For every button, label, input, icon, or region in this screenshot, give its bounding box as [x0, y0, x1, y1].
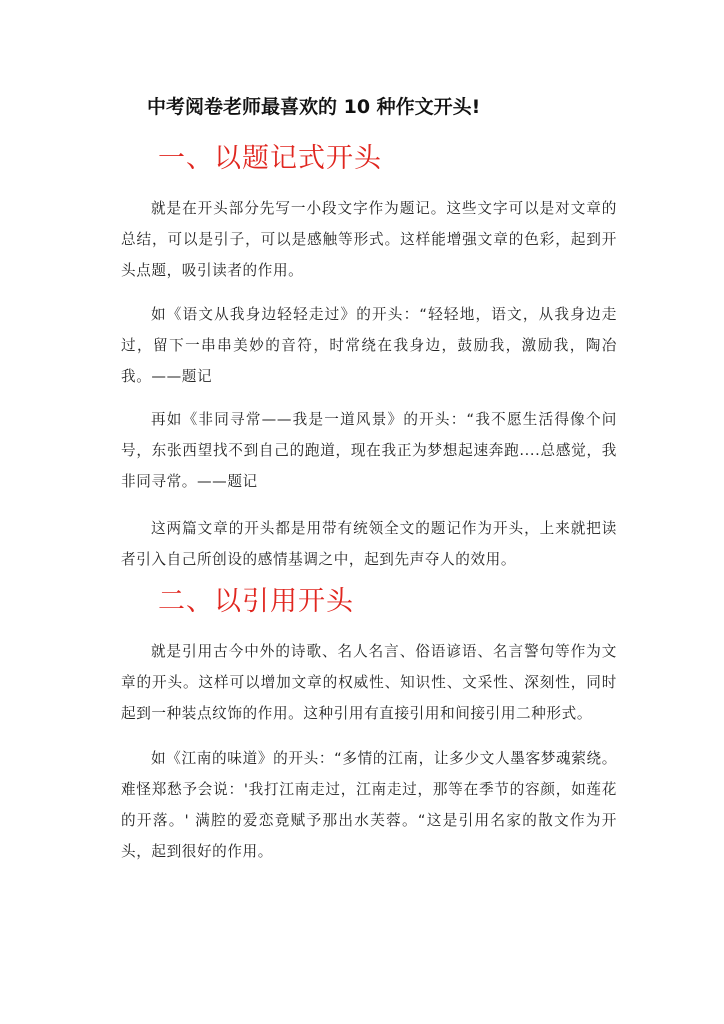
section-heading-2: 二、以引用开头	[158, 586, 354, 617]
section-1-paragraph-1: 就是在开头部分先写一小段文字作为题记。这些文字可以是对文章的总结，可以是引子，可以是感触等形式。这样能增强文章的色彩，起到开头点题，吸引读者的作用。	[121, 200, 617, 279]
page-title: 中考阅卷老师最喜欢的 10 种作文开头!	[147, 96, 481, 118]
section-1-paragraph-4: 这两篇文章的开头都是用带有统领全文的题记作为开头，上来就把读者引入自己所创设的感情基调之中，起到先声夺人的效用。	[121, 520, 617, 568]
section-1-paragraph-3: 再如《非同寻常——我是一道风景》的开头：“我不愿生活得像个问号，东张西望找不到自己的跑道，现在我正为梦想起速奔跑....总感觉，我非同寻常。——题记	[121, 411, 617, 490]
section-heading-1: 一、以题记式开头	[158, 143, 382, 174]
section-2-paragraph-2: 如《江南的味道》的开头：“多情的江南，让多少文人墨客梦魂萦绕。难怪郑愁予会说：'我打江南走过，江南走过，那等在季节的容颜，如莲花的开落。' 满腔的爱恋竟赋予那出水芙蓉。“这是引用名家的散文作为开头，起到很好的作用。	[121, 750, 617, 860]
section-1-paragraph-2: 如《语文从我身边轻轻走过》的开头：“轻轻地，语文，从我身边走过，留下一串串美妙的音符，时常绕在我身边，鼓励我，激励我，陶冶我。——题记	[121, 306, 617, 385]
section-2-paragraph-1: 就是引用古今中外的诗歌、名人名言、俗语谚语、名言警句等作为文章的开头。这样可以增加文章的权威性、知识性、文采性、深刻性，同时起到一种装点纹饰的作用。这种引用有直接引用和间接引用二种形式。	[121, 643, 617, 722]
